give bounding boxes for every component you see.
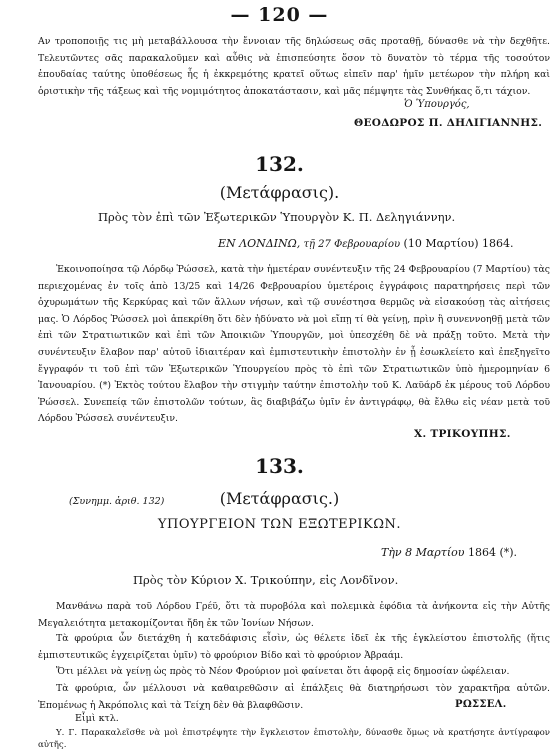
body-paragraph-133-2: Τὰ φρούρια ὧν διετάχθη ἡ κατεδάφισις εἶσὶν, ὡς θέλετε ἰδεῖ ἐκ τῆς ἐγκλείστου ἐπιστολῆς (ἥτις ἐμπιστευτικῶς ἐγχειρίζεται ὑμῖν) τὸ φρούριον Βίδο καὶ τὸ φρούριον Ἀβραάμ.	[38, 633, 550, 661]
document-number-132: 132.	[255, 152, 304, 176]
date-line-132	[218, 237, 514, 250]
postscript-133: Υ. Γ. Παρακαλεῖσθε νὰ μοὶ ἐπιστρέψητε τὴν ἔγκλειστον ἐπιστολὴν, δύνασθε ὅμως νὰ κρατήσητε ἀντίγραφον αὐτῆς.	[38, 728, 550, 750]
document-type-132: (Μετάφρασις).	[219, 183, 340, 202]
date-year-133: 1864 (*).	[464, 546, 518, 559]
date-line-133	[381, 546, 517, 559]
heading-ministry: ΥΠΟΥΡΓΕΙΟΝ ΤΩΝ ΕΞΩΤΕΡΙΚΩΝ.	[157, 517, 402, 532]
signature-133: ΡΩΣΣΕΛ.	[455, 699, 507, 710]
signature-132: Χ. ΤΡΙΚΟΥΠΗΣ.	[414, 428, 511, 440]
document-number-133: 133.	[255, 454, 304, 478]
date-prefix-133: Τὴν 8 Μαρτίου	[381, 546, 465, 559]
body-paragraph-132: Ἐκοινοποίησα τῷ Λόρδῳ Ῥώσσελ, κατὰ τὴν ἡμετέραν συνέντευξιν τῆς 24 Φεβρουαρίου (7 Μαρτίου) τὰς περιεχομένας ἐν τοῖς ἀπὸ 13/25 καὶ 14/26 Φεβρουαρίου ὑμετέροις ἐγγράφοις παρατηρήσεις περὶ τῶν ὀχυρωμάτων τῆς Κερκύρας καὶ τῶν ἄλλων νήσων, καὶ τῷ συνέστησα θερμῶς νὰ εἰσακούσῃ τὰς αἰτήσεις μας. Ὁ Λόρδος Ῥώσσελ μοὶ ἀπεκρίθη ὅτι δὲν ἠδύνατο νὰ μοὶ εἴπῃ τί θὰ γείνῃ, πρὶν ἢ συνεννοηθῇ μετὰ τῶν ἐπὶ τῶν Στρατιωτικῶν καὶ ἐπὶ τῶν Ἀποικιῶν Ὑπουργῶν, μοὶ ὑπεσχέθη δὲ νὰ πράξῃ τοῦτο. Μετὰ τὴν συνέντευξιν ἔλαβον παρ' αὐτοῦ ἰδιαιτέραν καὶ ἐμπιστευτικὴν ἐπιστολὴν ἐν ᾗ ἐσωκλείετο καὶ ἐπεξηγεῖτο ἔγγραφόν τι τοῦ ἐπὶ τῶν Ἐξωτερικῶν Ὑπουργείου πρὸς τὸ ἐπὶ τῶν Στρατιωτικῶν ὑπὸ ἡμερομηνίαν 6 Ἰανουαρίου. (*) Ἐκτὸς τούτου ἔλαβον τὴν στιγμὴν ταύτην ἐπιστολὴν τοῦ Κ. Λαϋάρδ ἐκ μέρους τοῦ Λόρδου Ῥώσσελ. Συνεπείᾳ τῶν ἐπιστολῶν τούτων, ἃς διαβιβάζω ὑμῖν ἐν ἀντιγράφῳ, θὰ ἔλθω εἰς νέαν μετὰ τοῦ Λόρδου Ῥώσσελ συνέντευξιν.	[38, 264, 550, 425]
document-type-133: (Μετάφρασις.)	[219, 489, 340, 508]
addressee-132: Πρὸς τὸν ἐπὶ τῶν Ἐξωτερικῶν Ὑπουργὸν Κ. Π. Δεληγιάννην.	[98, 210, 456, 224]
page-number: — 120 —	[230, 4, 329, 26]
continuation-paragraph: Αν τροποποιῇς τις μὴ μεταβάλλουσα τὴν ἔννοιαν τῆς δηλώσεως σᾶς προταθῇ, δύνασθε νὰ τὴν δεχθῆτε. Τελευτῶντες σᾶς παρακαλοῦμεν καὶ αὖθις νὰ ἐπισπεύσητε ὅσον τὸ δυνατὸν τὸ τέρμα τῆς τοσούτον ἐπουδαίας ταύτης ὑποθέσεως ἧς ἡ ἐκκρεμότης κρατεῖ οὕτως εἰπεῖν παρ' ἡμῖν μετέωρον τὴν πλήρη καὶ ὁριστικὴν τῆς τάξεως καὶ τῆς νομιμότητος ἀποκατάστασιν, καὶ μᾶς πέμψητε τὰς Συνθήκας ὅ,τι τάχιον.	[38, 36, 550, 97]
body-paragraph-133-4: Τὰ φρούρια, ὧν μέλλουσι νὰ καθαιρεθῶσιν αἱ ἐπάλξεις θὰ διατηρήσωσι τὸν χαρακτῆρα αὐτῶν. Ἐπομένως ἡ Ἀκρόπολις καὶ τὰ Τείχη δὲν θὰ βλαφθῶσιν.	[38, 683, 550, 711]
date-paren-132: (10 Μαρτίου)	[400, 237, 479, 250]
body-paragraph-133-1: Μανθάνω παρὰ τοῦ Λόρδου Γρέϋ, ὅτι τὰ πυροβόλα καὶ πολεμικὰ ἐφόδια τὰ ἀνήκοντα εἰς τὴν Αὐτῆς Μεγαλειότητα μετακομίζονται ἤδη ἐκ τῶν Ἰονίων Νήσων.	[38, 601, 550, 629]
date-year-132: 1864.	[478, 237, 514, 250]
reference-133: (Συνημμ. ἀριθ. 132)	[69, 496, 165, 507]
addressee-133: Πρὸς τὸν Κύριον Χ. Τρικούπην, εἰς Λονδῖνον.	[133, 573, 399, 587]
date-place-132: ΕΝ ΛΟΝΔΙΝΩ,	[218, 237, 301, 250]
date-day-132: τῇ 27 Φεβρουαρίου	[300, 239, 401, 250]
closing-formula: Εἶμὶ κτλ.	[75, 713, 119, 724]
signature-role: Ὁ Ὑπουργός,	[404, 99, 470, 110]
signature-minister: ΘΕΟΔΩΡΟΣ Π. ΔΗΛΙΓΙΑΝΝΗΣ.	[354, 117, 543, 129]
body-paragraph-133-3: Ὅτι μέλλει νὰ γείνῃ ὡς πρὸς τὸ Νέον Φρούριον μοὶ φαίνεται ὅτι ἀφορᾷ εἰς δημοσίαν ὠφέλειαν.	[56, 666, 510, 677]
